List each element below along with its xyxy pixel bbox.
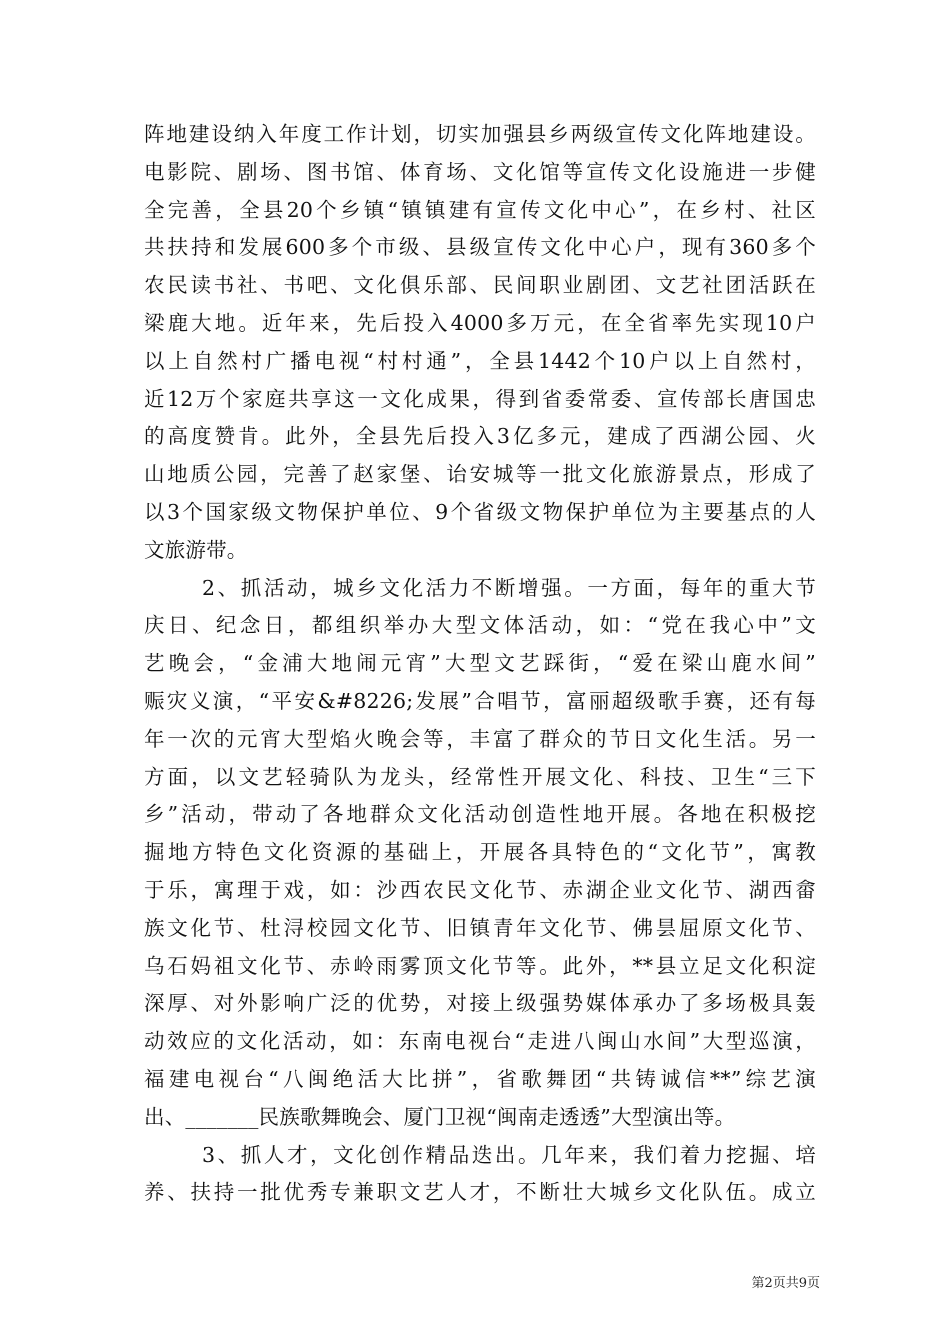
text-line: 的高度赞肯。此外，全县先后投入3亿多元，建成了西湖公园、火 bbox=[144, 424, 816, 449]
text-line: 方面，以文艺轻骑队为龙头，经常性开展文化、科技、卫生“三下 bbox=[144, 764, 816, 789]
text-line: 庆日、纪念日，都组织举办大型文体活动，如：“党在我心中”文 bbox=[144, 613, 816, 638]
text-line: 动效应的文化活动，如：东南电视台“走进八闽山水间”大型巡演， bbox=[144, 1029, 816, 1054]
text-line: 以上自然村广播电视“村村通”，全县1442个10户以上自然村， bbox=[144, 348, 816, 373]
text-line: 赈灾义演，“平安&#8226;发展”合唱节，富丽超级歌手赛，还有每 bbox=[144, 688, 816, 713]
text-line: 农民读书社、书吧、文化俱乐部、民间职业剧团、文艺社团活跃在 bbox=[144, 273, 816, 298]
text-line: 共扶持和发展600多个市级、县级宣传文化中心户，现有360多个 bbox=[144, 235, 816, 260]
text-line: 年一次的元宵大型焰火晚会等，丰富了群众的节日文化生活。另一 bbox=[144, 726, 816, 751]
text-line: 梁鹿大地。近年来，先后投入4000多万元，在全省率先实现10户 bbox=[144, 310, 816, 335]
body-text bbox=[144, 116, 816, 1212]
text-line: 近12万个家庭共享这一文化成果，得到省委常委、宣传部长唐国忠 bbox=[144, 386, 816, 411]
text-line: 福建电视台“八闽绝活大比拼”，省歌舞团“共铸诚信**”综艺演 bbox=[144, 1066, 816, 1091]
text-line: 掘地方特色文化资源的基础上，开展各具特色的“文化节”，寓教 bbox=[144, 840, 816, 865]
text-line: 以3个国家级文物保护单位、9个省级文物保护单位为主要基点的人 bbox=[144, 499, 816, 524]
paragraph-heading-2: 2、抓活动，城乡文化活力不断增强。一方面，每年的重大节 bbox=[202, 575, 816, 600]
text-line: 养、扶持一批优秀专兼职文艺人才，不断壮大城乡文化队伍。成立 bbox=[144, 1180, 816, 1205]
text-line: 出、_______民族歌舞晚会、厦门卫视“闽南走透透”大型演出等。 bbox=[144, 1104, 736, 1129]
text-line: 深厚、对外影响广泛的优势，对接上级强势媒体承办了多场极具轰 bbox=[144, 991, 816, 1016]
text-line: 电影院、剧场、图书馆、体育场、文化馆等宣传文化设施进一步健 bbox=[144, 159, 816, 184]
text-line: 阵地建设纳入年度工作计划，切实加强县乡两级宣传文化阵地建设。 bbox=[144, 122, 816, 146]
text-line: 于乐，寓理于戏，如：沙西农民文化节、赤湖企业文化节、湖西畲 bbox=[144, 877, 816, 902]
text-line: 文旅游带。 bbox=[144, 537, 248, 562]
text-line: 乌石妈祖文化节、赤岭雨雾顶文化节等。此外，**县立足文化积淀 bbox=[144, 953, 816, 978]
text-line: 族文化节、杜浔校园文化节、旧镇青年文化节、佛昙屈原文化节、 bbox=[144, 915, 816, 940]
paragraph-heading-3: 3、抓人才，文化创作精品迭出。几年来，我们着力挖掘、培 bbox=[202, 1142, 816, 1167]
text-line: 山地质公园，完善了赵家堡、诒安城等一批文化旅游景点，形成了 bbox=[144, 462, 816, 487]
page-number: 第2页共9页 bbox=[751, 1276, 820, 1291]
text-line: 全完善，全县20个乡镇“镇镇建有宣传文化中心”，在乡村、社区 bbox=[144, 197, 816, 222]
text-line: 艺晚会，“金浦大地闹元宵”大型文艺踩街，“爱在梁山鹿水间” bbox=[144, 651, 816, 676]
text-line: 乡”活动，带动了各地群众文化活动创造性地开展。各地在积极挖 bbox=[144, 802, 816, 827]
